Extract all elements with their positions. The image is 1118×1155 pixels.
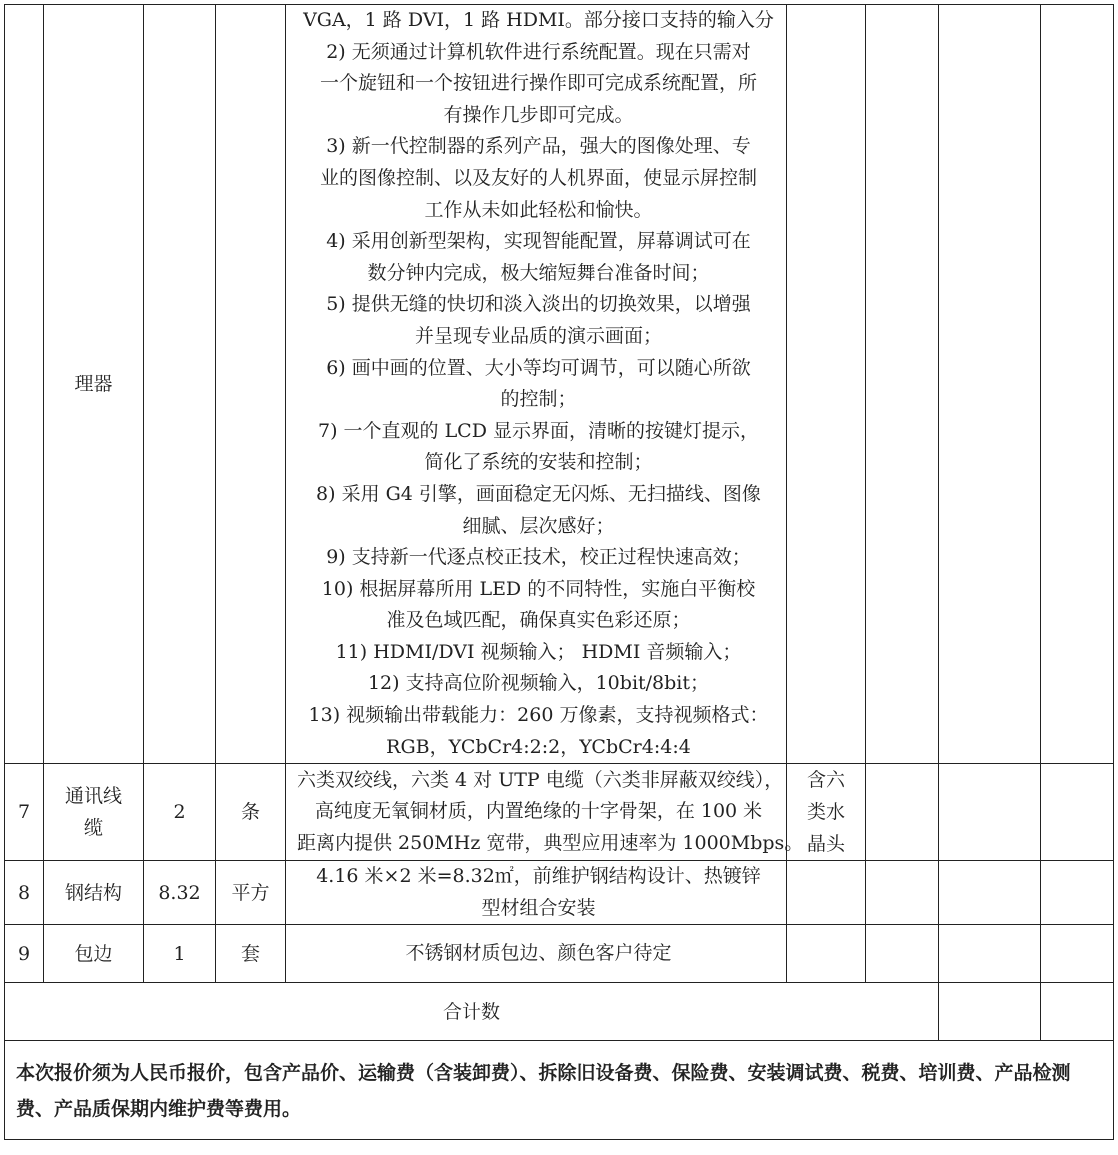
row-number: 8 xyxy=(5,861,44,925)
total-amount xyxy=(939,983,1041,1041)
extra-cell xyxy=(1041,5,1114,764)
quantity: 8.32 xyxy=(144,861,216,925)
extra-cell xyxy=(1041,861,1114,925)
item-name: 钢结构 xyxy=(44,861,144,925)
unit: 平方 xyxy=(216,861,286,925)
price-note: 本次报价须为人民币报价，包含产品价、运输费（含装卸费）、拆除旧设备费、保险费、安装调试费、税费、培训费、产品检测费、产品质保期内维护费等费用。 xyxy=(5,1041,1114,1140)
unit-price xyxy=(866,764,939,861)
quantity xyxy=(144,5,216,764)
item-name: 理器 xyxy=(44,5,144,764)
table-row xyxy=(5,5,1114,764)
row-number: 7 xyxy=(5,764,44,861)
unit: 条 xyxy=(216,764,286,861)
unit-price xyxy=(866,5,939,764)
row-number: 9 xyxy=(5,925,44,983)
remark xyxy=(787,5,866,764)
amount xyxy=(939,925,1041,983)
amount xyxy=(939,764,1041,861)
extra-cell xyxy=(1041,764,1114,861)
unit-price xyxy=(866,925,939,983)
unit: 套 xyxy=(216,925,286,983)
quantity: 2 xyxy=(144,764,216,861)
item-name: 包边 xyxy=(44,925,144,983)
quotation-table xyxy=(4,4,1114,1140)
item-name: 通讯线 缆 xyxy=(44,764,144,861)
total-extra xyxy=(1041,983,1114,1041)
item-description: 六类双绞线，六类 4 对 UTP 电缆（六类非屏蔽双绞线）， 高纯度无氧铜材质，内置绝缘的十字骨架，在 100 米 距离内提供 250MHz 宽带，典型应用速率为 1000Mbps。 xyxy=(286,764,787,861)
remark xyxy=(787,861,866,925)
item-description: VGA，1 路 DVI，1 路 HDMI。部分接口支持的输入分 2) 无须通过计算机软件进行系统配置。现在只需对 一个旋钮和一个按钮进行操作即可完成系统配置，所 有操作几步即可完成。 3) 新一代控制器的系列产品，强大的图像处理、专 业的图像控制、以及友好的人机界面，使显示屏控制 工作从未如此轻松和愉快。 4) 采用创新型架构，实现智能配置，屏幕调试可在 数分钟内完成，极大缩短舞台准备时间； 5) 提供无缝的快切和淡入淡出的切换效果，以增强 并呈现专业品质的演示画面； 6) 画中画的位置、大小等均可调节，可以随心所欲 的控制； 7) 一个直观的 LCD 显示界面，清晰的按键灯提示， 简化了系统的安装和控制； 8) 采用 G4 引擎，画面稳定无闪烁、无扫描线、图像 细腻、层次感好； 9) 支持新一代逐点校正技术，校正过程快速高效； 10) 根据屏幕所用 LED 的不同特性，实施白平衡校 准及色域匹配，确保真实色彩还原； 11) HDMI/DVI 视频输入； HDMI 音频输入； 12) 支持高位阶视频输入，10bit/8bit； 13) 视频输出带载能力：260 万像素，支持视频格式： RGB，YCbCr4:2:2，YCbCr4:4:4 xyxy=(286,5,787,764)
row-number xyxy=(5,5,44,764)
note-row xyxy=(5,1041,1114,1140)
item-description: 不锈钢材质包边、颜色客户待定 xyxy=(286,925,787,983)
table-row xyxy=(5,925,1114,983)
total-row xyxy=(5,983,1114,1041)
unit xyxy=(216,5,286,764)
extra-cell xyxy=(1041,925,1114,983)
table-row xyxy=(5,861,1114,925)
amount xyxy=(939,5,1041,764)
quantity: 1 xyxy=(144,925,216,983)
remark: 含六 类水 晶头 xyxy=(787,764,866,861)
total-label: 合计数 xyxy=(5,983,939,1041)
remark xyxy=(787,925,866,983)
unit-price xyxy=(866,861,939,925)
table-row xyxy=(5,764,1114,861)
item-description: 4.16 米×2 米=8.32㎡，前维护钢结构设计、热镀锌 型材组合安装 xyxy=(286,861,787,925)
amount xyxy=(939,861,1041,925)
